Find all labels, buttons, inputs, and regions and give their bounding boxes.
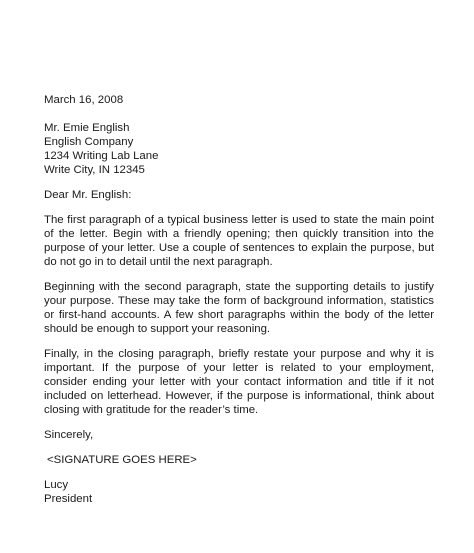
recipient-company: English Company <box>44 136 134 148</box>
body-paragraph-2: Beginning with the second paragraph, state the supporting details to justify your purpose. These may take the form of background information, statistics or first-hand accounts. A few short paragraphs within the body of the letter should be enough to support your reasoning. <box>44 281 434 335</box>
recipient-street: 1234 Writing Lab Lane <box>44 150 159 162</box>
salutation <box>44 188 434 202</box>
salutation-text: Dear Mr. English: <box>44 189 132 201</box>
closing-text: Sincerely, <box>44 429 94 441</box>
complimentary-closing <box>44 428 434 442</box>
date-text: March 16, 2008 <box>44 94 124 106</box>
signer-name: Lucy <box>44 479 69 491</box>
signer-title: President <box>44 493 93 505</box>
signature-block <box>44 453 434 467</box>
business-letter <box>44 93 434 506</box>
body-paragraph-1: The first paragraph of a typical business letter is used to state the main point of the letter. Begin with a friendly opening; then quickly transition into the purpose of your letter. Use a couple of sentences to explain the purpose, but do not go in to detail until the next paragraph. <box>44 214 434 268</box>
signature-placeholder: <SIGNATURE GOES HERE> <box>47 454 197 466</box>
body-paragraph-3: Finally, in the closing paragraph, briefly restate your purpose and why it is important. If the purpose of your letter is related to your employment, consider ending your letter with your contact information and title if it not included on letterhead. However, if the purpose is informational, think about closing with gratitude for the reader’s time. <box>44 348 434 416</box>
letter-date <box>44 93 434 107</box>
signer-block <box>44 478 434 506</box>
recipient-name: Mr. Emie English <box>44 122 130 134</box>
recipient-city: Write City, IN 12345 <box>44 164 145 176</box>
recipient-address <box>44 121 434 177</box>
